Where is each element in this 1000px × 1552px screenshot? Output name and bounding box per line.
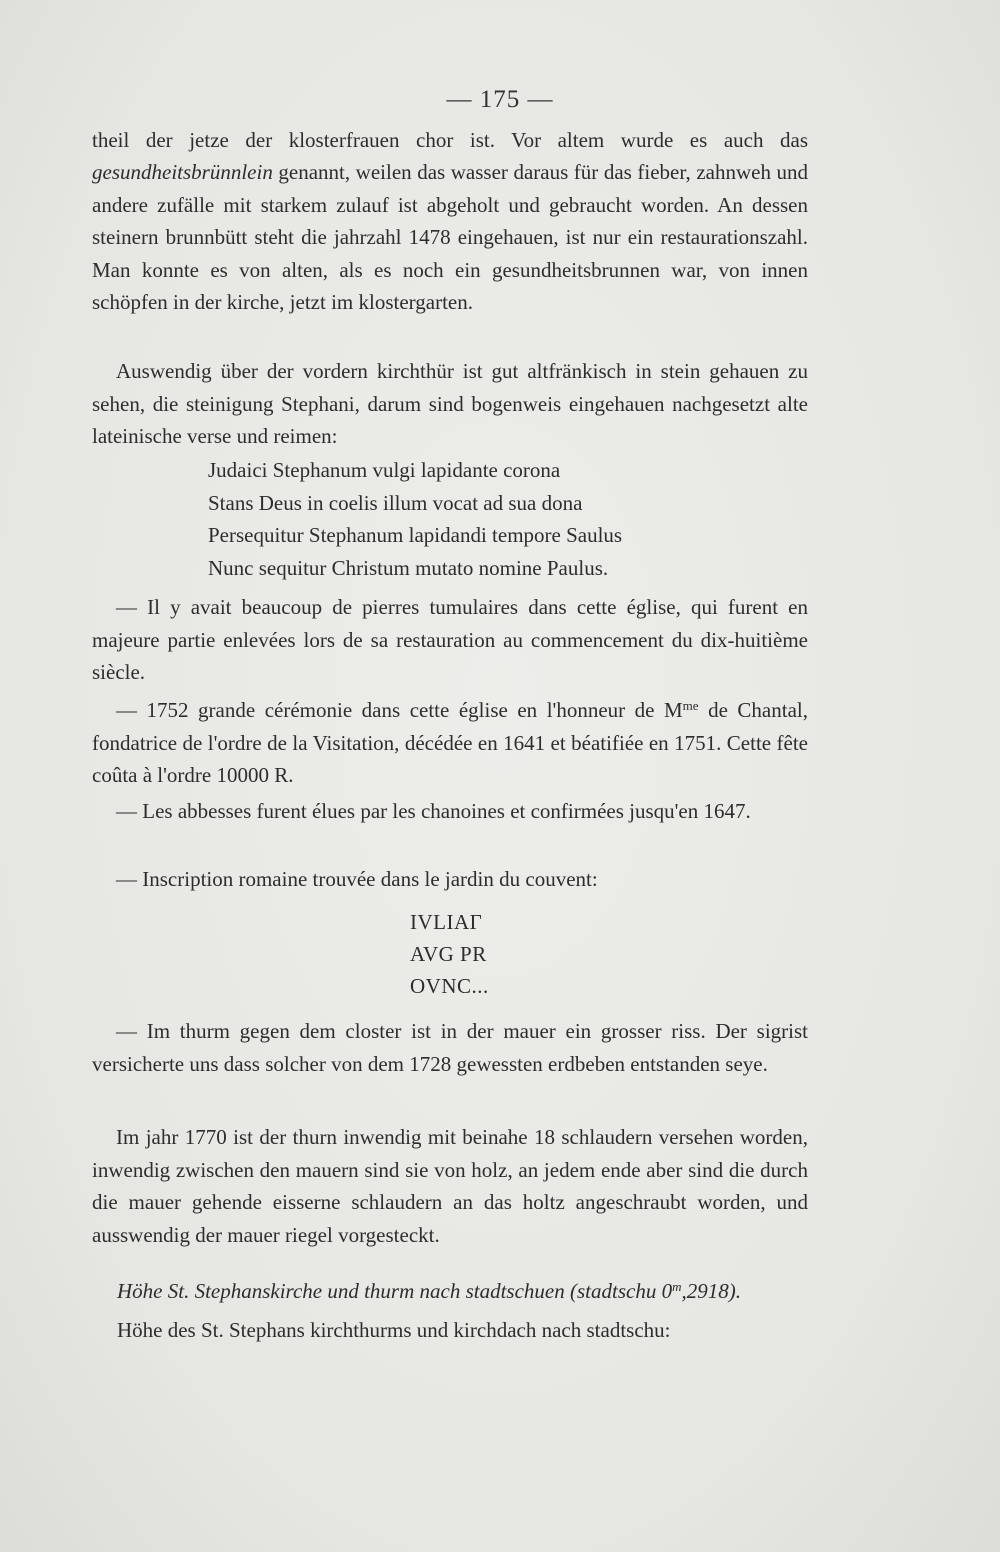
- verse-line: Judaici Stephanum vulgi lapidante corona: [208, 458, 561, 482]
- italic-heading-end: ,2918).: [681, 1279, 741, 1303]
- paragraph-6: [92, 863, 808, 896]
- italic-heading-superscript: m: [672, 1279, 682, 1294]
- paragraph-2-text: Auswendig über der vordern kirchthür ist gut altfränkisch in stein gehauen zu sehen, die steinigung Stephani, darum sind bogenweis eingehauen nachgesetzt alte lateinische verse und reimen:: [92, 359, 808, 448]
- paragraph-8-text: Im jahr 1770 ist der thurn inwendig mit beinahe 18 schlaudern versehen worden, inwendig zwischen den mauern sind sie von holz, an jedem ende aber sind die durch die mauer gehende eisserne schlaudern an das holtz angeschraubt worden, und ausswendig der mauer riegel vorgesteckt.: [92, 1125, 808, 1247]
- latin-verse: [208, 454, 622, 584]
- paragraph-3: [92, 591, 808, 689]
- verse-line: Nunc sequitur Christum mutato nomine Paulus.: [208, 555, 609, 580]
- italic-heading-start: Höhe St. Stephanskirche und thurm nach stadtschuen (stadtschu 0: [117, 1279, 673, 1303]
- paragraph-6-text: — Inscription romaine trouvée dans le jardin du couvent:: [116, 867, 598, 891]
- inscription-line: IVLIAΓ: [410, 910, 483, 934]
- paragraph-5-text: — Les abbesses furent élues par les chanoines et confirmées jusqu'en 1647.: [116, 799, 751, 823]
- roman-inscription: [410, 906, 489, 1002]
- final-line: Höhe des St. Stephans kirchthurms und kirchdach nach stadtschu:: [117, 1318, 671, 1342]
- inscription-line: AVG PR: [410, 942, 487, 966]
- verse-line: Persequitur Stephanum lapidandi tempore Saulus: [208, 523, 623, 547]
- paragraph-2: [92, 355, 808, 453]
- paragraph-1-prefix: theil der jetze der klosterfrauen chor ist. Vor altem wurde es auch das: [92, 128, 808, 152]
- verse-line: Stans Deus in coelis illum vocat ad sua dona: [208, 490, 583, 515]
- paragraph-1-rest: genannt, weilen das wasser daraus für das fieber, zahnweh und andere zufälle mit starkem zulauf ist abgeholt und gebraucht worden. An dessen steinern brunnbütt steht die jahrzahl 1478 eingehauen, ist nur ein restaurationszahl. Man konnte es von alten, als es noch ein gesundheitsbrunnen war, von innen schöpfen in der kirche, jetzt im klostergarten.: [92, 160, 808, 315]
- paragraph-7: [92, 1015, 808, 1080]
- page-number: — 175 —: [446, 86, 554, 113]
- paragraph-4: [92, 694, 808, 792]
- paragraph-3-text: — Il y avait beaucoup de pierres tumulaires dans cette église, qui furent en majeure partie enlevées lors de sa restauration au commencement du dix-huitième siècle.: [92, 595, 808, 684]
- italic-heading: [117, 1279, 817, 1304]
- inscription-line: OVNC...: [410, 974, 489, 998]
- paragraph-4-superscript: me: [682, 698, 699, 713]
- paragraph-7-text: — Im thurm gegen dem closter ist in der mauer ein grosser riss. Der sigrist versicherte uns dass solcher von dem 1728 gewessten erdbeben entstanden seye.: [92, 1019, 808, 1076]
- paragraph-1: [92, 124, 808, 318]
- paragraph-4-end: de Chantal, fondatrice de l'ordre de la Visitation, décédée en 1641 et béatifiée en 1751. Cette fête coûta à l'ordre 10000 R.: [92, 698, 808, 787]
- paragraph-8: [92, 1121, 808, 1251]
- paragraph-5: [92, 795, 808, 828]
- paragraph-1-italic-term: gesundheitsbrünnlein: [92, 160, 273, 185]
- paragraph-4-start: — 1752 grande cérémonie dans cette église en l'honneur de M: [116, 698, 683, 722]
